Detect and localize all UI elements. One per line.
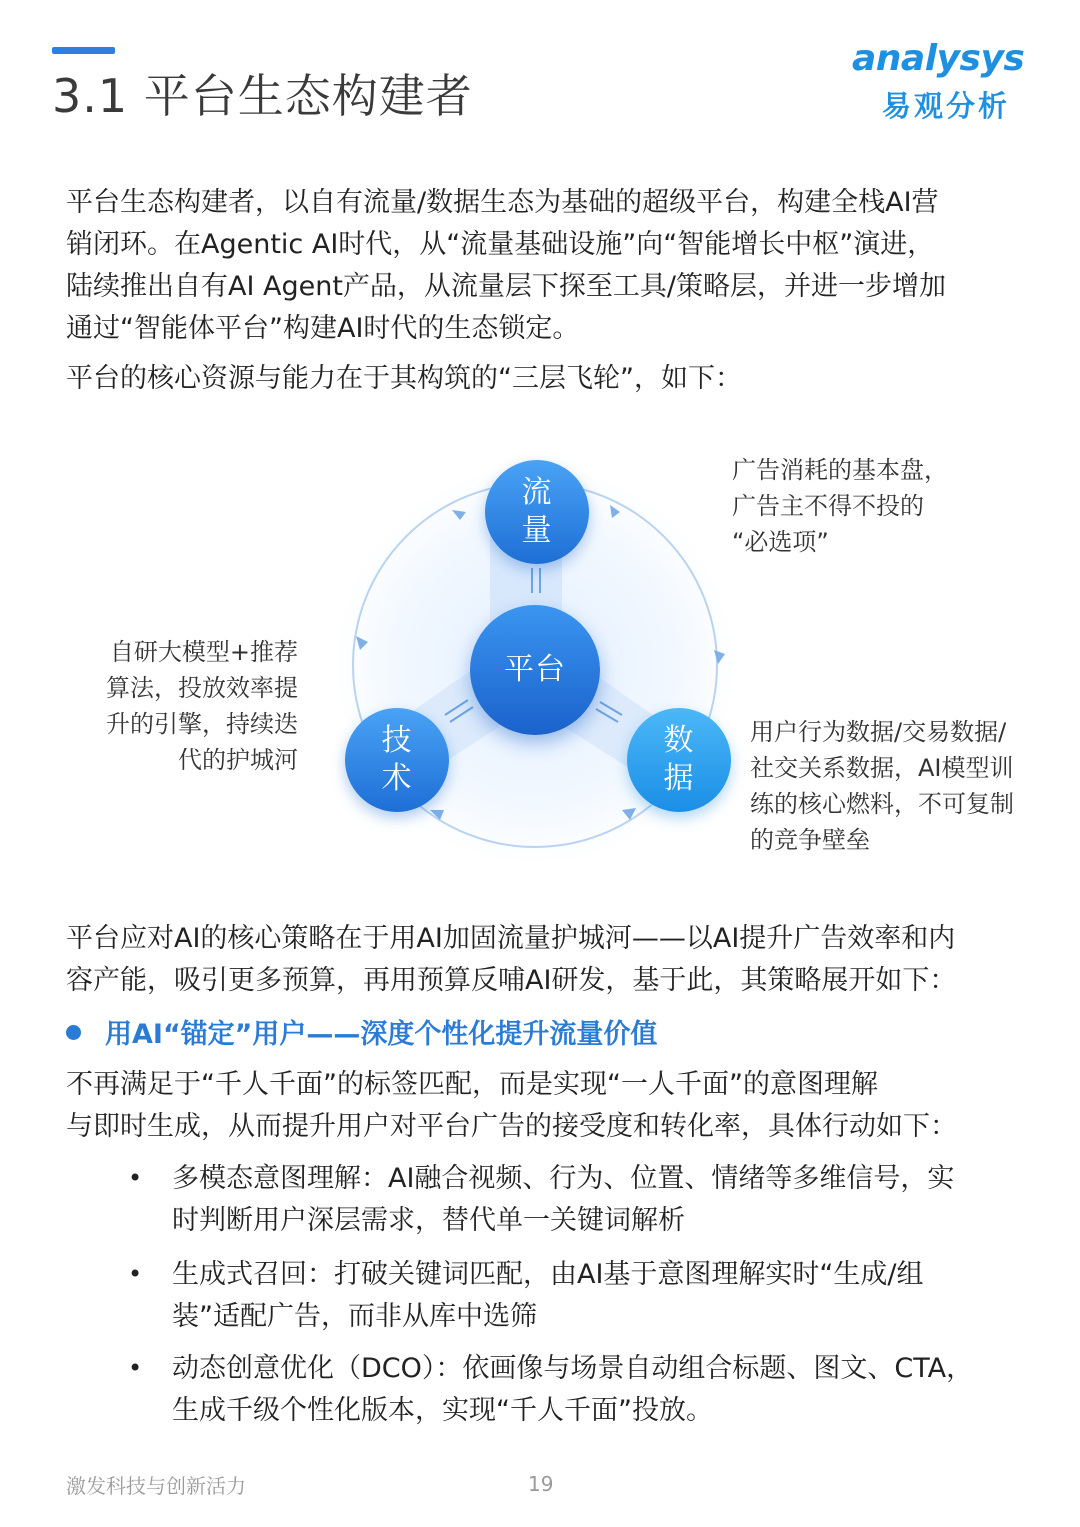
annotation-line: 的竞争壁垒 [750,826,870,854]
list-item [172,1254,1032,1338]
node-tech-char: 术 [381,761,413,796]
list-bullet-icon: • [128,1354,143,1382]
node-traffic-char: 流 [521,475,553,510]
node-platform-center [470,605,600,735]
annotation-line: 广告主不得不投的 [732,492,924,520]
list-item-line: 生成千级个性化版本，实现“千人千面”投放。 [172,1395,713,1426]
annotation-line: 代的护城河 [178,746,298,774]
strategy-paragraph [66,918,1016,1002]
list-item-line: 装”适配广告，而非从库中选筛 [172,1301,537,1332]
list-item-line: 生成式召回：打破关键词匹配，由AI基于意图理解实时“生成/组 [172,1259,924,1290]
node-center-label: 平台 [504,652,566,687]
annotation-line: 社交关系数据，AI模型训 [750,754,1014,782]
bullet-intro [66,1064,1016,1148]
annotation-line: 练的核心燃料，不可复制 [750,790,1014,818]
list-item-line: 动态创意优化（DCO）：依画像与场景自动组合标题、图文、CTA， [172,1353,974,1384]
footer-tagline: 激发科技与创新活力 [66,1474,246,1498]
page-title: 3.1 平台生态构建者 [52,69,473,123]
annotation-line: “必选项” [732,528,829,556]
bullet-intro-line: 不再满足于“千人千面”的标签匹配，而是实现“一人千面”的意图理解 [66,1069,878,1100]
strategy-line: 平台应对AI的核心策略在于用AI加固流量护城河——以AI提升广告效率和内 [66,923,956,954]
page-number: 19 [528,1472,554,1496]
title-accent-bar [52,47,115,54]
bullet-dot-icon [66,1025,81,1040]
annotation-line: 广告消耗的基本盘， [732,456,948,484]
intro-paragraph [66,182,1016,350]
bullet-heading-text: 用AI“锚定”用户——深度个性化提升流量价值 [105,1019,658,1050]
intro-line: 通过“智能体平台”构建AI时代的生态锁定。 [66,313,580,344]
list-item [172,1158,1032,1242]
annotation-traffic [732,452,948,560]
list-item [172,1348,1032,1432]
node-tech-char: 技 [381,723,413,758]
annotation-line: 算法，投放效率提 [106,674,298,702]
intro-line: 平台生态构建者，以自有流量/数据生态为基础的超级平台，构建全栈AI营 [66,187,939,218]
annotation-line: 自研大模型+推荐 [109,638,298,666]
flywheel-lead: 平台的核心资源与能力在于其构筑的“三层飞轮”，如下： [66,363,742,394]
annotation-line: 升的引擎，持续迭 [106,710,298,738]
list-bullet-icon: • [128,1164,143,1192]
bullet-heading [66,1012,657,1051]
flywheel-diagram [330,450,750,870]
intro-line: 陆续推出自有AI Agent产品，从流量层下探至工具/策略层，并进一步增加 [66,271,947,302]
strategy-line: 容产能，吸引更多预算，再用预算反哺AI研发，基于此，其策略展开如下： [66,965,957,996]
list-bullet-icon: • [128,1260,143,1288]
node-data [627,708,731,812]
node-data-char: 数 [663,723,695,758]
node-traffic [485,460,589,564]
logo-wordmark: analysys [852,38,1025,79]
annotation-tech [92,634,298,778]
analysys-logo [842,38,1032,128]
intro-line: 销闭环。在Agentic AI时代，从“流量基础设施”向“智能增长中枢”演进， [66,229,935,260]
annotation-data [750,714,1014,858]
node-data-char: 据 [663,761,695,796]
logo-chinese: 易观分析 [882,89,1011,123]
list-item-line: 时判断用户深层需求，替代单一关键词解析 [172,1205,685,1236]
list-item-line: 多模态意图理解：AI融合视频、行为、位置、情绪等多维信号，实 [172,1163,955,1194]
annotation-line: 用户行为数据/交易数据/ [750,718,1007,746]
node-tech [345,708,449,812]
node-traffic-char: 量 [521,513,553,548]
bullet-intro-line: 与即时生成，从而提升用户对平台广告的接受度和转化率，具体行动如下： [66,1111,957,1142]
